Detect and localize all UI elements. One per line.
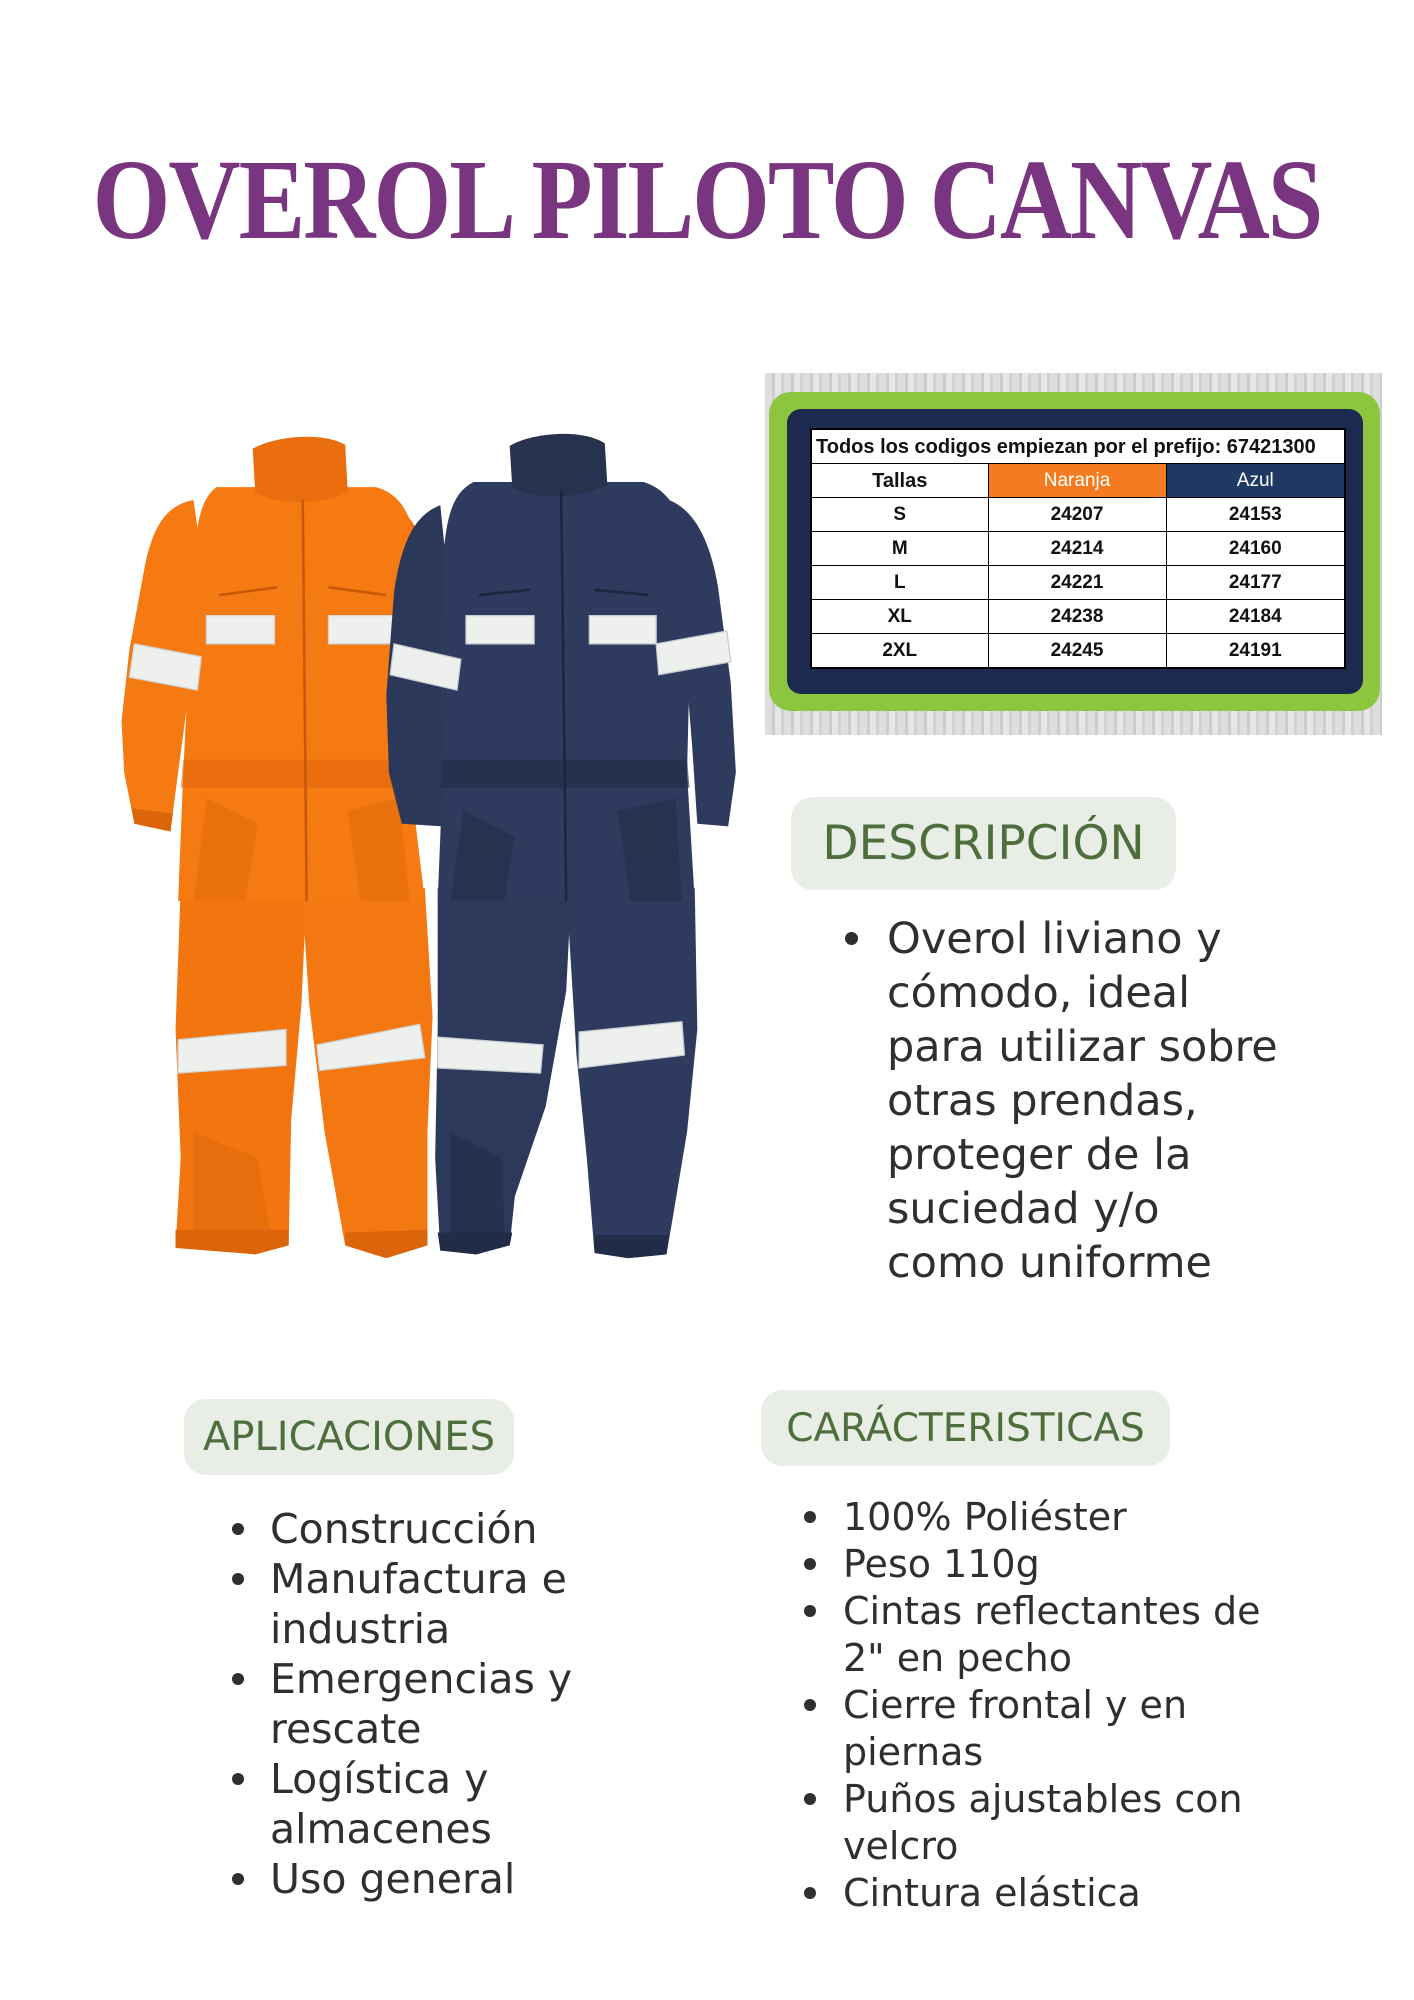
table-cell-size: S [811, 498, 988, 532]
table-cell-azul: 24191 [1166, 634, 1345, 669]
table-cell-azul: 24184 [1166, 600, 1345, 634]
table-row [811, 498, 1345, 532]
descripcion-heading [791, 797, 1176, 890]
caracteristicas-item: Cintas reflectantes de 2" en pecho [843, 1588, 1283, 1682]
caracteristicas-heading [761, 1390, 1170, 1466]
table-row [811, 566, 1345, 600]
table-header-row [811, 464, 1345, 498]
orange-coverall [122, 437, 448, 1258]
aplicaciones-list [270, 1504, 640, 1904]
navy-coverall-right-leg [566, 888, 697, 1258]
table-cell-azul: 24177 [1166, 566, 1345, 600]
caracteristicas-item: Peso 110g [843, 1541, 1283, 1588]
orange-coverall-waist-shade [181, 760, 415, 788]
table-cell-naranja: 24245 [988, 634, 1166, 669]
header-azul: Azul [1166, 464, 1345, 498]
orange-coverall-collar [253, 437, 348, 502]
aplicaciones-item: Construcción [270, 1504, 640, 1554]
coveralls-illustration [110, 420, 750, 1270]
caracteristicas-heading-label: CARÁCTERISTICAS [786, 1405, 1145, 1451]
prefix-note: Todos los codigos empiezan por el prefijo: 67421300 [811, 429, 1345, 464]
table-cell-naranja: 24214 [988, 532, 1166, 566]
aplicaciones-heading [184, 1399, 514, 1475]
table-cell-naranja: 24221 [988, 566, 1166, 600]
orange-coverall-hem-shade [176, 1230, 428, 1258]
reflective-stripe [589, 616, 656, 644]
table-cell-size: M [811, 532, 988, 566]
aplicaciones-item: Uso general [270, 1854, 640, 1904]
table-cell-size: 2XL [811, 634, 988, 669]
header-naranja: Naranja [988, 464, 1166, 498]
table-cell-size: L [811, 566, 988, 600]
aplicaciones-item: Manufactura e industria [270, 1554, 640, 1654]
size-code-table [810, 428, 1346, 669]
caracteristicas-list [843, 1494, 1283, 1917]
caracteristicas-item: Cintura elástica [843, 1870, 1283, 1917]
table-cell-naranja: 24207 [988, 498, 1166, 532]
table-row [811, 429, 1345, 464]
navy-coverall-collar [510, 434, 608, 497]
navy-coverall [386, 434, 736, 1258]
reflective-stripe [328, 616, 394, 644]
size-code-table-image [765, 373, 1382, 735]
page-title: OVEROL PILOTO CANVAS [92, 135, 1322, 264]
caracteristicas-item: Puños ajustables con velcro [843, 1776, 1283, 1870]
navy-coverall-hem-shade [438, 1232, 669, 1258]
table-row [811, 634, 1345, 669]
aplicaciones-item: Emergencias y rescate [270, 1654, 640, 1754]
descripcion-item: Overol liviano y cómodo, ideal para utilizar sobre otras prendas, proteger de la suciedad y/o como uniforme [887, 912, 1285, 1290]
reflective-stripe [466, 616, 534, 644]
table-row [811, 600, 1345, 634]
table-cell-naranja: 24238 [988, 600, 1166, 634]
aplicaciones-heading-label: APLICACIONES [203, 1414, 495, 1460]
table-cell-azul: 24153 [1166, 498, 1345, 532]
reflective-stripe [206, 616, 274, 644]
table-cell-azul: 24160 [1166, 532, 1345, 566]
orange-coverall-right-leg [301, 888, 432, 1258]
table-row [811, 532, 1345, 566]
table-cell-size: XL [811, 600, 988, 634]
caracteristicas-item: Cierre frontal y en piernas [843, 1682, 1283, 1776]
header-tallas: Tallas [811, 464, 988, 498]
descripcion-heading-label: DESCRIPCIÓN [822, 816, 1145, 871]
caracteristicas-item: 100% Poliéster [843, 1494, 1283, 1541]
descripcion-list [887, 912, 1285, 1290]
aplicaciones-item: Logística y almacenes [270, 1754, 640, 1854]
